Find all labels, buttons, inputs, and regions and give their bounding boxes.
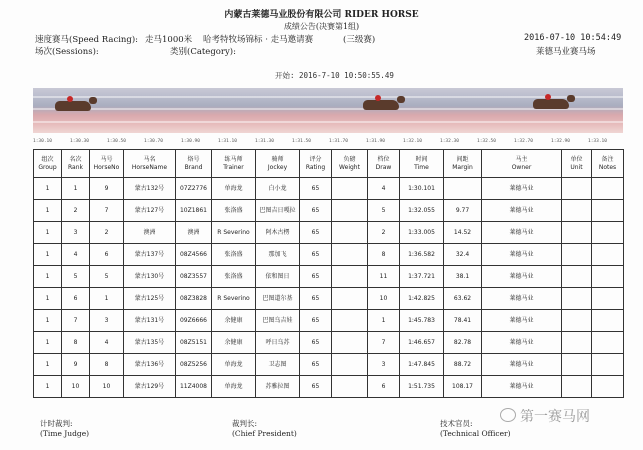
table-cell: [332, 244, 368, 266]
time-judge-label-en: (Time Judge): [40, 429, 90, 438]
race-datetime: 2016-07-10 10:54:49: [524, 33, 622, 43]
table-cell: 1: [62, 178, 90, 200]
table-cell: 莱德马业: [482, 200, 562, 222]
table-cell: 2: [90, 222, 124, 244]
table-cell: 依和图日: [256, 266, 300, 288]
table-cell: [332, 310, 368, 332]
time-judge-label: 计时裁判:: [40, 419, 73, 428]
photo-stripe: [33, 121, 623, 123]
table-cell: [592, 200, 624, 222]
timing-tick: 1:33.10: [588, 139, 607, 144]
jockey-silhouette-icon: [67, 96, 73, 102]
table-cell: 蒙古127号: [124, 200, 176, 222]
table-cell: 5: [90, 266, 124, 288]
table-cell: 1: [34, 244, 62, 266]
table-cell: 1: [90, 288, 124, 310]
race-type-label: 速度赛马(Speed Racing):: [35, 35, 139, 45]
table-row: [34, 266, 624, 288]
column-header: [256, 150, 300, 178]
table-cell: 11Z4008: [176, 376, 212, 398]
column-header-en: Unit: [570, 163, 583, 171]
table-cell: 张洛盛: [212, 200, 256, 222]
table-cell: 63.62: [444, 288, 482, 310]
table-cell: 4: [368, 178, 400, 200]
timing-tick: 1:32.10: [403, 139, 422, 144]
venue-name: 莱德马业赛马场: [536, 47, 596, 57]
table-cell: 张洛盛: [212, 244, 256, 266]
table-cell: 莱德马业: [482, 244, 562, 266]
table-cell: 呼日乌苏: [256, 332, 300, 354]
table-cell: 08Z5151: [176, 332, 212, 354]
table-cell: [592, 354, 624, 376]
table-cell: 5: [62, 266, 90, 288]
timing-tick: 1:30.30: [70, 139, 89, 144]
column-header-cn: 间距: [456, 155, 469, 163]
table-cell: [562, 376, 592, 398]
table-cell: 巴图道尔基: [256, 288, 300, 310]
race-event-name: 哈考特牧场锦标 · 走马邀请赛: [203, 35, 314, 45]
table-row: [34, 354, 624, 376]
table-cell: 巴图乌吉娃: [256, 310, 300, 332]
table-cell: [332, 200, 368, 222]
company-name: 内蒙古莱德马业股份有限公司 RIDER HORSE: [224, 10, 419, 20]
horse-silhouette-icon: [363, 100, 399, 110]
table-cell: [562, 266, 592, 288]
table-cell: 108.17: [444, 376, 482, 398]
table-cell: 澳洲: [176, 222, 212, 244]
table-cell: 1:36.582: [400, 244, 444, 266]
column-header-en: Trainer: [223, 163, 244, 171]
table-cell: 4: [62, 244, 90, 266]
sessions-label: 场次(Sessions):: [35, 47, 99, 57]
timing-tick: 1:31.10: [218, 139, 237, 144]
table-cell: 5: [368, 200, 400, 222]
timing-tick: 1:32.70: [514, 139, 533, 144]
timing-tick: 1:30.90: [181, 139, 200, 144]
table-cell: 32.4: [444, 244, 482, 266]
table-cell: [592, 244, 624, 266]
table-cell: 1: [34, 200, 62, 222]
column-header-cn: 骑师: [271, 155, 284, 163]
timing-tick: 1:30.70: [144, 139, 163, 144]
table-cell: [562, 222, 592, 244]
column-header-cn: 烙号: [187, 155, 200, 163]
column-header-cn: 名次: [69, 155, 82, 163]
table-body: [34, 178, 624, 398]
timing-tick: 1:31.90: [366, 139, 385, 144]
wechat-icon: [500, 408, 516, 422]
table-cell: 65: [300, 332, 332, 354]
column-header-cn: 负磅: [343, 155, 356, 163]
table-row: [34, 332, 624, 354]
table-cell: 8: [368, 244, 400, 266]
table-cell: 莱德马业: [482, 376, 562, 398]
table-cell: 白小龙: [256, 178, 300, 200]
table-cell: 1: [34, 222, 62, 244]
table-cell: 单海龙: [212, 376, 256, 398]
time-judge-signature: [40, 418, 89, 438]
table-cell: [332, 354, 368, 376]
column-header-cn: 时间: [415, 155, 428, 163]
table-cell: 08Z4566: [176, 244, 212, 266]
table-cell: 10Z1861: [176, 200, 212, 222]
table-cell: 蒙古130号: [124, 266, 176, 288]
column-header-en: HorseName: [131, 163, 168, 171]
table-row: [34, 200, 624, 222]
timing-scale: [33, 137, 623, 149]
table-cell: 澳洲: [124, 222, 176, 244]
table-cell: 9: [90, 178, 124, 200]
column-header-en: HorseNo: [93, 163, 120, 171]
column-header-cn: 组次: [41, 155, 54, 163]
jockey-silhouette-icon: [375, 95, 381, 101]
table-header-row: [34, 150, 624, 178]
chief-president-label: 裁判长:: [232, 419, 258, 428]
table-cell: 阿木古楞: [256, 222, 300, 244]
table-cell: 莱德马业: [482, 288, 562, 310]
technical-officer-label: 技术官员:: [440, 419, 473, 428]
table-cell: 9.77: [444, 200, 482, 222]
table-cell: [592, 266, 624, 288]
table-cell: 1:45.783: [400, 310, 444, 332]
table-cell: 7: [62, 310, 90, 332]
table-cell: 1: [34, 376, 62, 398]
table-cell: 65: [300, 222, 332, 244]
table-row: [34, 376, 624, 398]
horse-silhouette-icon: [533, 99, 569, 109]
table-cell: [562, 332, 592, 354]
column-header-en: Owner: [511, 163, 532, 171]
table-cell: 1:30.101: [400, 178, 444, 200]
table-row: [34, 288, 624, 310]
results-table: [33, 149, 624, 398]
table-cell: 1: [34, 310, 62, 332]
column-header: [34, 150, 62, 178]
table-cell: 蒙古135号: [124, 332, 176, 354]
table-cell: 78.41: [444, 310, 482, 332]
table-cell: 14.52: [444, 222, 482, 244]
column-header: [562, 150, 592, 178]
table-cell: 10: [62, 376, 90, 398]
table-cell: [332, 266, 368, 288]
table-cell: [592, 376, 624, 398]
table-cell: 莱德马业: [482, 310, 562, 332]
table-cell: [562, 200, 592, 222]
table-cell: 单海龙: [212, 354, 256, 376]
table-cell: [332, 222, 368, 244]
technical-officer-label-en: (Technical Officer): [440, 429, 511, 438]
table-cell: 张洛盛: [212, 266, 256, 288]
table-cell: 1: [34, 266, 62, 288]
column-header-en: Margin: [452, 163, 473, 171]
table-cell: [332, 332, 368, 354]
table-cell: 9: [62, 354, 90, 376]
table-cell: 09Z6666: [176, 310, 212, 332]
column-header-en: Notes: [598, 163, 617, 171]
timing-tick: 1:32.30: [440, 139, 459, 144]
table-cell: 余健康: [212, 332, 256, 354]
column-header: [176, 150, 212, 178]
table-cell: [562, 310, 592, 332]
table-cell: 65: [300, 178, 332, 200]
column-header: [62, 150, 90, 178]
horse-silhouette-icon: [55, 101, 91, 111]
timing-tick: 1:30.50: [107, 139, 126, 144]
column-header: [124, 150, 176, 178]
timing-tick: 1:31.30: [255, 139, 274, 144]
table-row: [34, 222, 624, 244]
column-header: [482, 150, 562, 178]
column-header-en: Time: [414, 163, 429, 171]
result-announcement-title: 成绩公告(决赛第1组): [283, 22, 360, 31]
table-cell: 莱德马业: [482, 332, 562, 354]
table-row: [34, 310, 624, 332]
column-header: [212, 150, 256, 178]
table-cell: 1: [34, 288, 62, 310]
column-header: [300, 150, 332, 178]
column-header: [592, 150, 624, 178]
table-cell: 3: [90, 310, 124, 332]
table-cell: 65: [300, 310, 332, 332]
table-cell: 65: [300, 354, 332, 376]
table-cell: 65: [300, 288, 332, 310]
table-cell: 08Z3828: [176, 288, 212, 310]
table-cell: R Severino: [212, 288, 256, 310]
table-cell: 1:42.825: [400, 288, 444, 310]
column-header-cn: 马名: [143, 155, 156, 163]
column-header-en: Draw: [375, 163, 392, 171]
table-cell: [592, 178, 624, 200]
table-row: [34, 178, 624, 200]
technical-officer-signature: [440, 418, 511, 438]
chief-president-label-en: (Chief President): [232, 429, 297, 438]
table-cell: 65: [300, 244, 332, 266]
table-cell: 1: [34, 178, 62, 200]
column-header-cn: 评分: [309, 155, 322, 163]
table-cell: 2: [368, 222, 400, 244]
category-label: 类别(Category):: [170, 47, 236, 57]
table-cell: 1: [34, 332, 62, 354]
table-cell: [562, 288, 592, 310]
column-header: [444, 150, 482, 178]
table-cell: 单海龙: [212, 178, 256, 200]
table-cell: 38.1: [444, 266, 482, 288]
column-header-cn: 马主: [515, 155, 528, 163]
table-cell: R Severino: [212, 222, 256, 244]
column-header-en: Jockey: [267, 163, 288, 171]
table-cell: 巴图吉日嘎拉: [256, 200, 300, 222]
table-row: [34, 244, 624, 266]
table-cell: 1:37.721: [400, 266, 444, 288]
table-cell: 65: [300, 266, 332, 288]
watermark: 第一赛马网: [520, 409, 590, 425]
table-cell: 65: [300, 376, 332, 398]
table-cell: 88.72: [444, 354, 482, 376]
table-cell: 余健康: [212, 310, 256, 332]
table-cell: 莱德马业: [482, 178, 562, 200]
table-cell: [332, 178, 368, 200]
table-cell: [592, 310, 624, 332]
table-cell: [592, 332, 624, 354]
timing-tick: 1:31.50: [292, 139, 311, 144]
table-cell: 2: [62, 200, 90, 222]
column-header-cn: 练马师: [224, 155, 243, 163]
column-header: [90, 150, 124, 178]
table-cell: 6: [368, 376, 400, 398]
timing-tick: 1:32.90: [551, 139, 570, 144]
table-cell: 莱德马业: [482, 222, 562, 244]
table-cell: [562, 178, 592, 200]
race-distance: 走马1000米: [145, 35, 193, 45]
table-cell: 8: [90, 354, 124, 376]
table-cell: 1:32.055: [400, 200, 444, 222]
table-cell: 1:51.735: [400, 376, 444, 398]
column-header-en: Rank: [68, 163, 83, 171]
table-cell: 1:47.845: [400, 354, 444, 376]
table-cell: [444, 178, 482, 200]
column-header: [332, 150, 368, 178]
table-cell: [332, 376, 368, 398]
table-cell: 蒙古132号: [124, 178, 176, 200]
chief-president-signature: [232, 418, 297, 438]
column-header: [400, 150, 444, 178]
table-cell: 3: [62, 222, 90, 244]
column-header-cn: 马号: [100, 155, 113, 163]
table-cell: 08Z5256: [176, 354, 212, 376]
table-cell: 卫志图: [256, 354, 300, 376]
table-cell: 4: [90, 332, 124, 354]
jockey-silhouette-icon: [545, 94, 551, 100]
table-cell: 1:33.005: [400, 222, 444, 244]
table-cell: 莱德马业: [482, 354, 562, 376]
table-cell: 11: [368, 266, 400, 288]
table-cell: [562, 244, 592, 266]
column-header-en: Weight: [339, 163, 360, 171]
table-cell: 10: [90, 376, 124, 398]
timing-tick: 1:32.50: [477, 139, 496, 144]
table-cell: 3: [368, 354, 400, 376]
table-cell: 蒙古136号: [124, 354, 176, 376]
photo-stripe: [33, 96, 623, 98]
table-cell: 莱德马业: [482, 266, 562, 288]
table-cell: 那加飞: [256, 244, 300, 266]
table-cell: 蒙古131号: [124, 310, 176, 332]
table-cell: 6: [62, 288, 90, 310]
table-cell: 82.78: [444, 332, 482, 354]
column-header-cn: 单位: [570, 155, 583, 163]
table-cell: 苏雅拉图: [256, 376, 300, 398]
timing-tick: 1:30.10: [33, 139, 52, 144]
start-time: 开始: 2016-7-10 10:50:55.49: [275, 71, 394, 80]
table-cell: 1:46.657: [400, 332, 444, 354]
table-cell: 7: [368, 332, 400, 354]
column-header-en: Rating: [305, 163, 326, 171]
race-grade: (三级赛): [343, 35, 376, 45]
table-cell: [592, 288, 624, 310]
table-cell: [592, 222, 624, 244]
table-cell: 蒙古125号: [124, 288, 176, 310]
table-cell: 1: [34, 354, 62, 376]
column-header-en: Group: [38, 163, 57, 171]
timing-tick: 1:31.70: [329, 139, 348, 144]
table-cell: 7: [90, 200, 124, 222]
table-cell: 65: [300, 200, 332, 222]
column-header-en: Brand: [184, 163, 203, 171]
table-cell: 蒙古129号: [124, 376, 176, 398]
table-cell: 10: [368, 288, 400, 310]
photo-finish-image: [33, 88, 623, 133]
table-cell: 8: [62, 332, 90, 354]
table-cell: 蒙古137号: [124, 244, 176, 266]
table-cell: 08Z3557: [176, 266, 212, 288]
table-cell: 07Z2776: [176, 178, 212, 200]
table-cell: [562, 354, 592, 376]
table-cell: 6: [90, 244, 124, 266]
table-cell: [332, 288, 368, 310]
column-header-cn: 备注: [601, 155, 614, 163]
column-header: [368, 150, 400, 178]
column-header-cn: 档位: [377, 155, 390, 163]
table-cell: 1: [368, 310, 400, 332]
